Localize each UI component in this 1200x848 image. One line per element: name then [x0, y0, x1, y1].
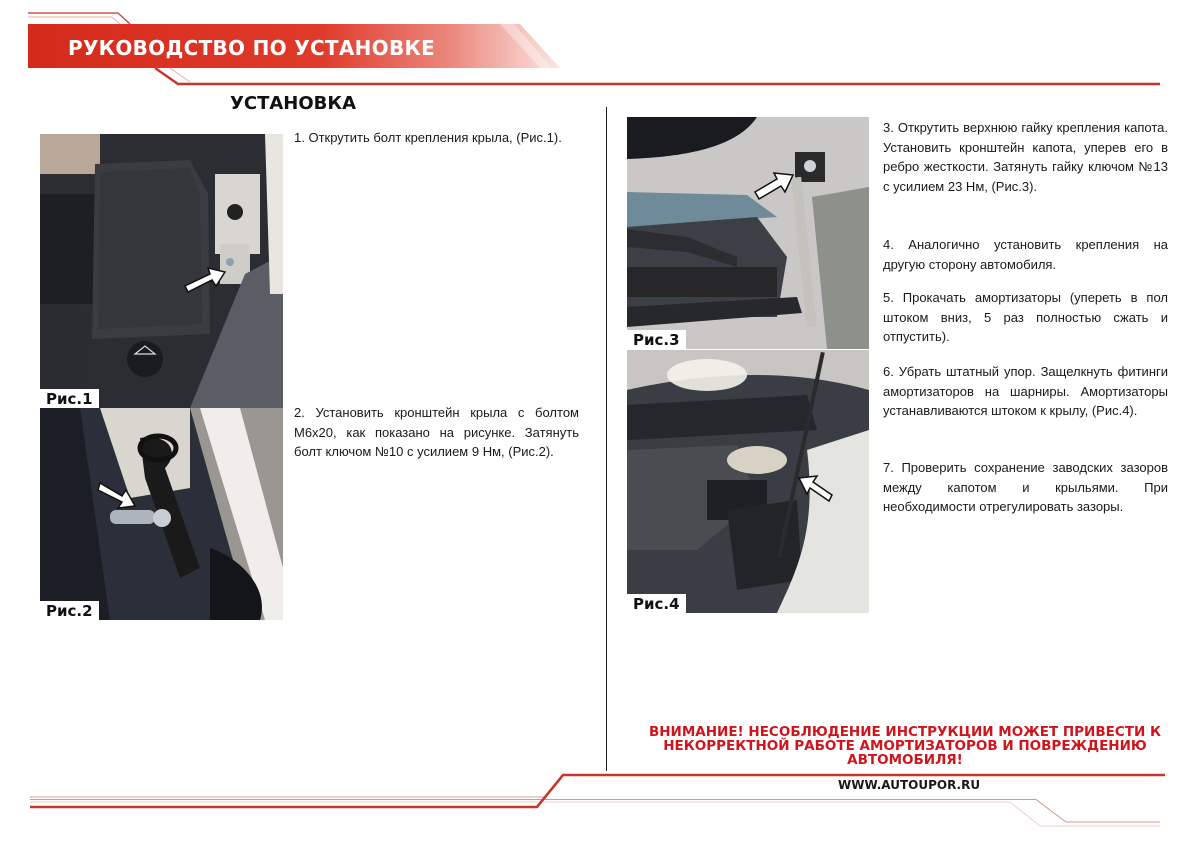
column-divider [606, 107, 607, 771]
step-5-text: 5. Прокачать амортизаторы (упереть в пол штоком вниз, 5 раз полностью сжать и отпустить). [883, 290, 1168, 344]
header-rule [155, 68, 1160, 84]
step-3-text: 3. Открутить верхнюю гайку крепления капота. Установить кронштейн капота, уперев его в ребро жесткости. Затянуть гайку ключом №13 с усилием 23 Нм, (Рис.3). [883, 120, 1168, 194]
figure-2-label: Рис.2 [40, 601, 99, 620]
figure-4-label: Рис.4 [627, 594, 686, 613]
hood-bracket-photo [627, 117, 869, 349]
figure-2-photo [40, 408, 283, 620]
footer-lines [0, 760, 1200, 848]
figure-3-label: Рис.3 [627, 330, 686, 349]
figure-1-photo [40, 134, 283, 408]
gas-strut-installed-photo [627, 350, 869, 613]
footer-line-faint [30, 802, 1160, 826]
website-link[interactable]: WWW.AUTOUPOR.RU [838, 778, 981, 792]
figure-1-label: Рис.1 [40, 389, 99, 408]
footer-line-thin [30, 800, 1160, 823]
step-1-text: 1. Открутить болт крепления крыла, (Рис.1). [294, 130, 562, 145]
section-title: УСТАНОВКА [230, 93, 357, 114]
step-6-text: 6. Убрать штатный упор. Защелкнуть фитинги амортизаторов на шарниры. Амортизаторы устанавливаются штоком к крылу, (Рис.4). [883, 364, 1168, 418]
step-4-text: 4. Аналогично установить крепления на другую сторону автомобиля. [883, 237, 1168, 272]
figure-4-photo [627, 350, 869, 613]
warning-line-1: ВНИМАНИЕ! НЕСОБЛЮДЕНИЕ ИНСТРУКЦИИ МОЖЕТ ПРИВЕСТИ К [648, 724, 1162, 740]
figure-3-photo [627, 117, 869, 349]
banner-top-line-light [28, 17, 120, 24]
warning-line-3: АВТОМОБИЛЯ! [847, 752, 963, 768]
fender-bracket-installed-photo [40, 408, 283, 620]
banner-top-line [28, 13, 130, 24]
engine-bay-fender-bolt-photo [40, 134, 283, 408]
warning-line-2: НЕКОРРЕКТНОЙ РАБОТЕ АМОРТИЗАТОРОВ И ПОВРЕЖДЕНИЮ [663, 738, 1147, 754]
step-7-text: 7. Проверить сохранение заводских зазоров между капотом и крыльями. При необходимости отрегулировать зазоры. [883, 460, 1168, 514]
banner-title: РУКОВОДСТВО ПО УСТАНОВКЕ [68, 36, 436, 60]
step-2-text: 2. Установить кронштейн крыла с болтом М6х20, как показано на рисунке. Затянуть болт ключом №10 с усилием 9 Нм, (Рис.2). [294, 405, 579, 459]
